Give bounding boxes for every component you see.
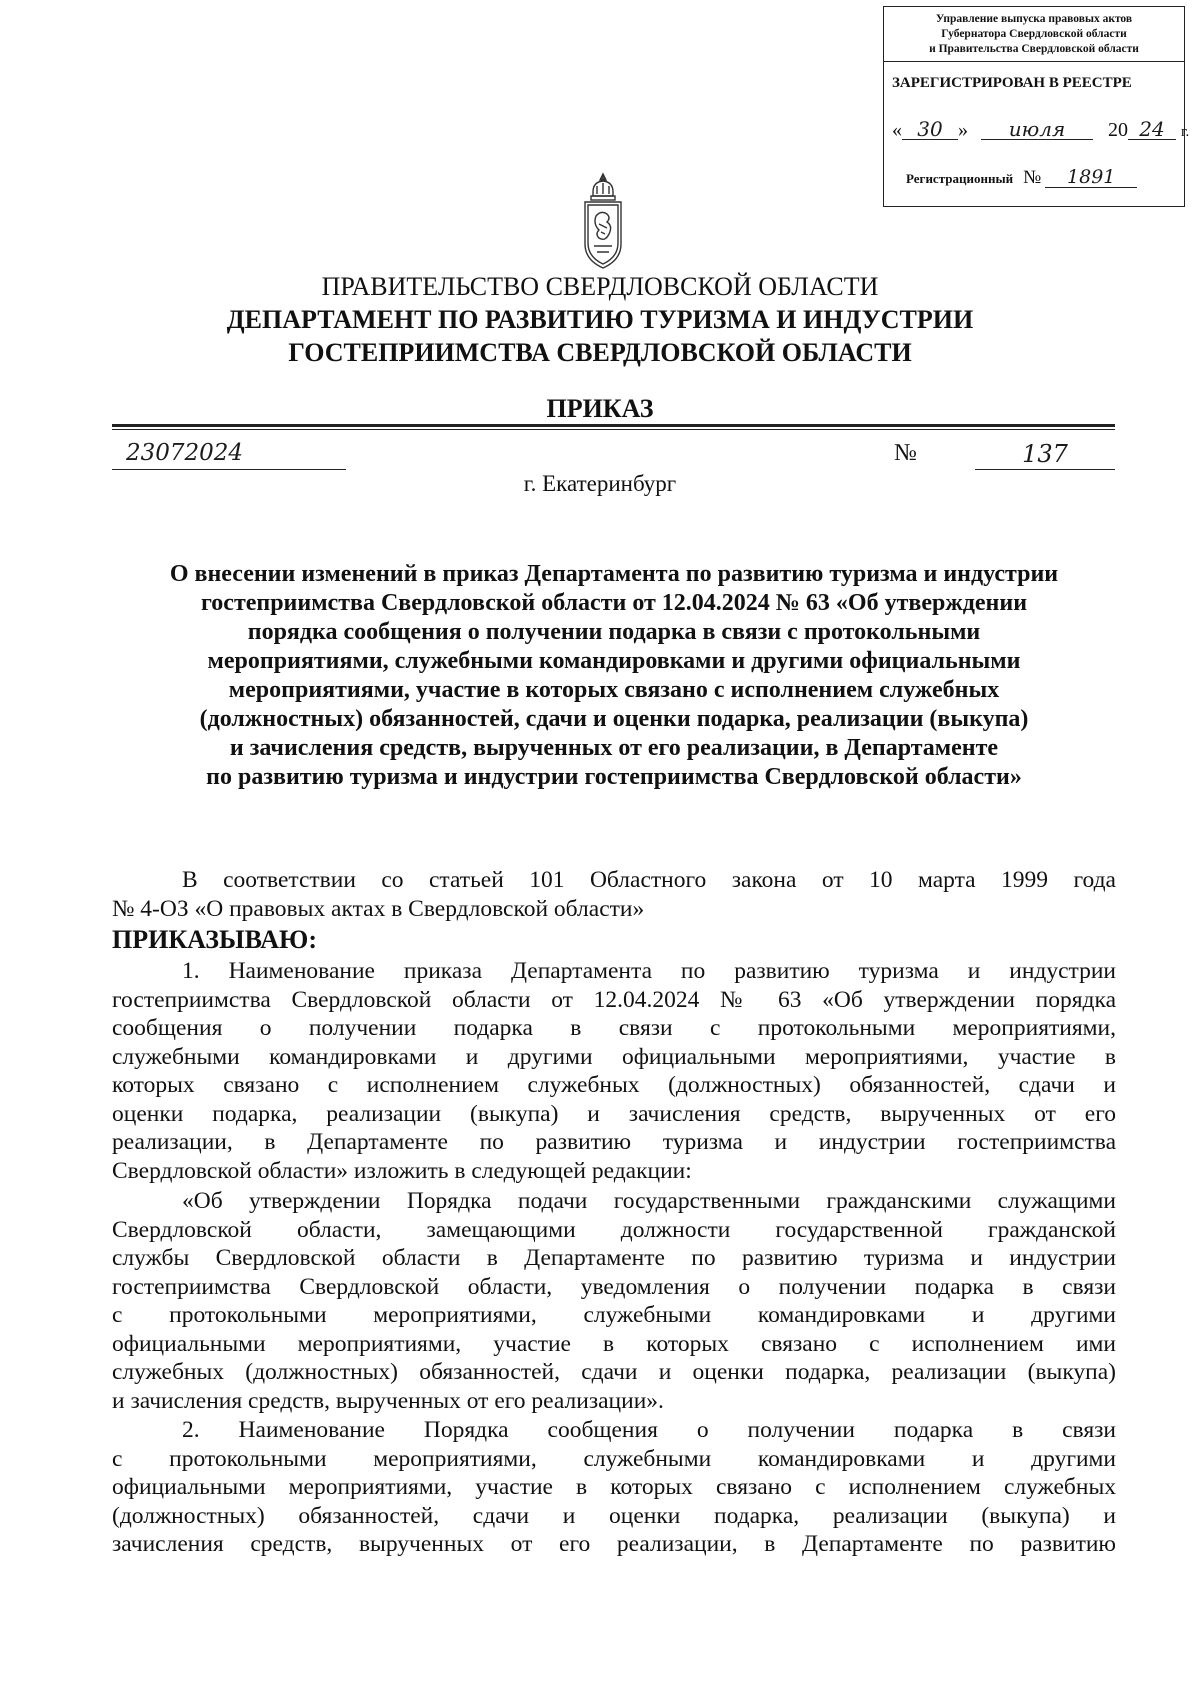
item-1-line: 1. Наименование приказа Департамента по развитию туризма и индустрии xyxy=(182,958,1116,984)
stamp-day: 30 xyxy=(902,119,958,140)
stamp-header-line: Губернатора Свердловской области xyxy=(941,28,1127,40)
item-1-line: которых связано с исполнением служебных (должностных) обязанностей, сдачи и xyxy=(112,1072,1116,1098)
new-title-line: гостеприимства Свердловской области, уведомления о получении подарка в связи xyxy=(112,1273,1116,1300)
stamp-year-suffix: 24 xyxy=(1128,119,1176,140)
title-line: по развитию туризма и индустрии гостеприимства Свердловской области» xyxy=(206,764,1022,790)
item-2-line: зачисления средств, вырученных от его реализации, в Департаменте по развитию xyxy=(112,1531,1116,1557)
department-line: ГОСТЕПРИИМСТВА СВЕРДЛОВСКОЙ ОБЛАСТИ xyxy=(288,338,912,367)
stamp-header-line: и Правительства Свердловской области xyxy=(929,43,1139,55)
new-title-quote xyxy=(112,1187,1116,1415)
registration-stamp xyxy=(883,6,1190,207)
title-line: (должностных) обязанностей, сдачи и оценки подарка, реализации (выкупа) xyxy=(199,706,1029,732)
stamp-date xyxy=(892,119,1189,142)
item-1-line: сообщения о получении подарка в связи с протокольными мероприятиями, xyxy=(112,1015,1116,1041)
new-title-line: с протокольными мероприятиями, служебными командировками и другими xyxy=(112,1302,1116,1328)
new-title-line: служебных (должностных) обязанностей, сдачи и оценки подарка, реализации (выкупа) xyxy=(112,1359,1116,1385)
city-line: г. Екатеринбург xyxy=(523,471,677,496)
order-date-field: 23072024 xyxy=(112,440,346,470)
document-type: ПРИКАЗ xyxy=(546,394,654,423)
coat-of-arms-icon xyxy=(577,172,629,272)
stamp-registered-label: ЗАРЕГИСТРИРОВАН В РЕЕСТРЕ xyxy=(892,75,1132,91)
new-title-line: официальными мероприятиями, участие в которых связано с исполнением ими xyxy=(112,1330,1116,1357)
item-2-line: с протокольными мероприятиями, служебными командировками и другими xyxy=(112,1445,1116,1472)
item-2-line: официальными мероприятиями, участие в которых связано с исполнением служебных xyxy=(112,1474,1116,1500)
preamble-line: № 4-ОЗ «О правовых актах в Свердловской области» xyxy=(112,895,645,922)
stamp-close-quote: » xyxy=(958,119,968,141)
stamp-no-sign: № xyxy=(1023,167,1042,188)
header-rule-thin xyxy=(112,429,1115,430)
new-title-line: Свердловской области, замещающими должности государственной гражданской xyxy=(112,1216,1116,1243)
title-line: порядка сообщения о получении подарка в связи с протокольными xyxy=(247,619,981,645)
item-1-line: гостеприимства Свердловской области от 12.04.2024 № 63 «Об утверждении порядка xyxy=(112,986,1116,1013)
order-number-field: 137 xyxy=(975,440,1115,470)
new-title-line: службы Свердловской области в Департаменте по развитию туризма и индустрии xyxy=(112,1245,1116,1271)
stamp-year-mark: г. xyxy=(1181,124,1190,140)
stamp-open-quote: « xyxy=(892,119,902,141)
item-2-line: 2. Наименование Порядка сообщения о получении подарка в связи xyxy=(182,1417,1116,1443)
item-1-line: Свердловской области» изложить в следующей редакции: xyxy=(112,1157,692,1184)
order-number-sign: № xyxy=(894,440,917,466)
department-line: ДЕПАРТАМЕНТ ПО РАЗВИТИЮ ТУРИЗМА И ИНДУСТРИИ xyxy=(226,305,974,334)
title-line: и зачисления средств, вырученных от его реализации, в Департаменте xyxy=(229,735,999,761)
order-word: ПРИКАЗЫВАЮ: xyxy=(112,925,317,954)
preamble-line: В соответствии со статьей 101 Областного закона от 10 марта 1999 года xyxy=(182,867,1116,893)
item-1 xyxy=(112,957,1116,1185)
stamp-year-prefix: 20 xyxy=(1108,119,1128,141)
stamp-header xyxy=(884,7,1184,62)
stamp-reg-value: 1891 xyxy=(1045,167,1137,188)
item-1-line: оценки подарка, реализации (выкупа) и зачисления средств, вырученных от его xyxy=(112,1100,1116,1127)
government-heading: ПРАВИТЕЛЬСТВО СВЕРДЛОВСКОЙ ОБЛАСТИ xyxy=(321,272,879,301)
department-heading xyxy=(0,303,1200,369)
stamp-reg-label: Регистрационный xyxy=(906,171,1014,186)
item-2 xyxy=(112,1416,1116,1559)
new-title-line: «Об утверждении Порядка подачи государственными гражданскими служащими xyxy=(182,1188,1116,1214)
stamp-month: июля xyxy=(981,119,1093,140)
item-2-line: (должностных) обязанностей, сдачи и оценки подарка, реализации (выкупа) и xyxy=(112,1502,1116,1529)
item-1-line: реализации, в Департаменте по развитию туризма и индустрии гостеприимства xyxy=(112,1129,1116,1155)
stamp-reg-number xyxy=(906,167,1137,189)
title-line: мероприятиями, служебными командировками и другими официальными xyxy=(207,648,1021,674)
new-title-line: и зачисления средств, вырученных от его реализации». xyxy=(112,1387,664,1414)
stamp-header-line: Управление выпуска правовых актов xyxy=(935,13,1133,25)
title-line: мероприятиями, участие в которых связано с исполнением служебных xyxy=(228,677,1000,703)
title-line: гостеприимства Свердловской области от 12.04.2024 № 63 «Об утверждении xyxy=(200,590,1028,616)
document-title xyxy=(112,560,1116,792)
item-1-line: служебными командировками и другими официальными мероприятиями, участие в xyxy=(112,1043,1116,1070)
header-rule-thick xyxy=(112,424,1115,427)
preamble xyxy=(112,866,1116,923)
title-line: О внесении изменений в приказ Департамента по развитию туризма и индустрии xyxy=(169,561,1059,587)
